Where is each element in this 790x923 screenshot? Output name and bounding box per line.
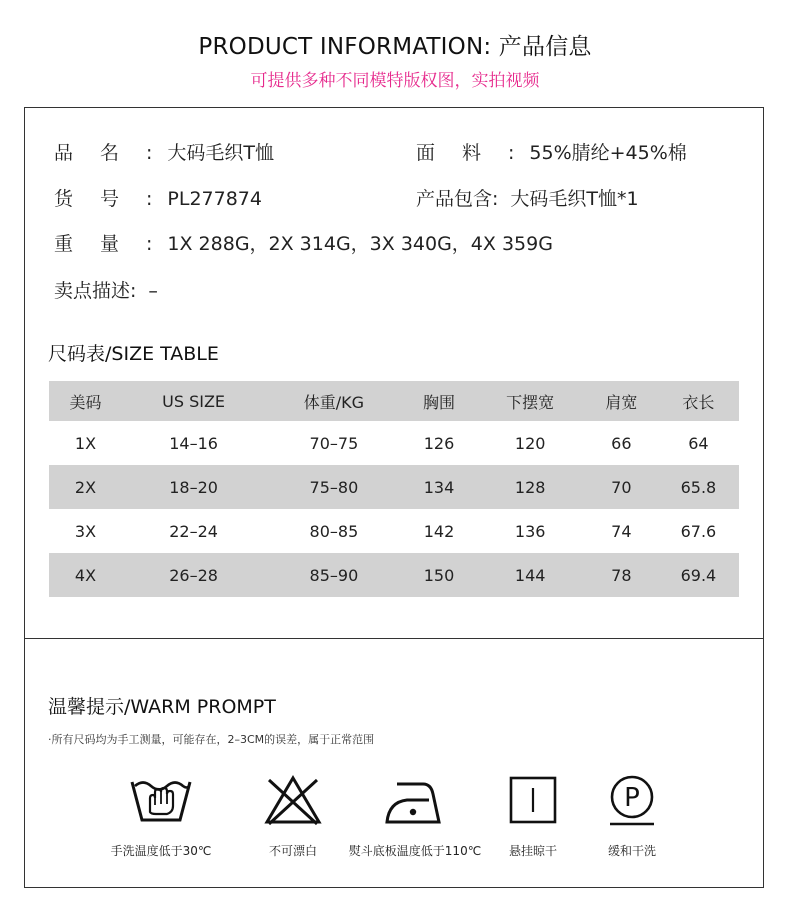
care-item-hand-wash	[86, 772, 236, 859]
table-cell: 69.4	[680, 565, 717, 585]
table-cell: 3X	[74, 521, 97, 541]
info-name-label: 品名:	[54, 142, 180, 164]
table-cell: 150	[423, 565, 455, 585]
info-selling-row	[54, 276, 158, 303]
table-cell: 67.6	[680, 521, 717, 541]
info-fabric-label: 面料:	[416, 142, 542, 164]
care-label: 手洗温度低于30℃	[110, 844, 212, 858]
size-table-header-row	[49, 381, 739, 421]
info-selling-value: –	[148, 280, 158, 302]
table-cell: 26–28	[169, 565, 218, 585]
table-cell: 144	[514, 565, 546, 585]
page-subtitle: 可提供多种不同模特版权图，实拍视频	[250, 71, 540, 91]
size-table-header: US SIZE	[162, 391, 226, 411]
table-row	[49, 509, 739, 553]
table-cell: 65.8	[680, 477, 717, 497]
info-weight-label: 重量:	[54, 233, 180, 255]
info-fabric-value: 55%腈纶+45%棉	[529, 142, 687, 164]
info-fabric-row	[416, 138, 687, 165]
size-table	[49, 381, 739, 597]
dry-clean-glyph: P	[624, 783, 640, 813]
care-label: 悬挂晾干	[508, 844, 557, 858]
section-divider	[24, 638, 764, 639]
table-cell: 2X	[74, 477, 97, 497]
size-table-header: 胸围	[423, 392, 456, 412]
info-package-row	[416, 184, 639, 211]
measurement-note: ·所有尺码均为手工测量，可能存在，2–3CM的误差，属于正常范围	[48, 733, 375, 746]
size-table-header: 肩宽	[605, 392, 638, 412]
table-cell: 70	[611, 477, 632, 497]
table-cell: 142	[423, 521, 455, 541]
table-cell: 80–85	[309, 521, 359, 541]
care-item-dry-clean	[557, 772, 707, 859]
table-row	[49, 553, 739, 597]
info-weight-row	[54, 229, 553, 256]
no-bleach-icon	[261, 772, 325, 828]
table-cell: 126	[423, 433, 455, 453]
table-cell: 136	[514, 521, 546, 541]
info-sku-label: 货号:	[54, 188, 180, 210]
table-cell: 120	[514, 433, 546, 453]
hang-dry-icon	[501, 772, 565, 828]
table-cell: 66	[611, 433, 632, 453]
size-table-title: 尺码表/SIZE TABLE	[48, 343, 219, 365]
size-table-header: 美码	[69, 392, 102, 412]
page-title: PRODUCT INFORMATION: 产品信息	[198, 34, 592, 60]
info-package-value: 大码毛织T恤*1	[510, 188, 639, 210]
hand-wash-icon	[129, 772, 193, 828]
size-table-header: 下摆宽	[506, 392, 555, 412]
info-selling-label: 卖点描述:	[54, 280, 137, 302]
care-label: 不可漂白	[268, 844, 317, 858]
table-row	[49, 465, 739, 509]
size-table-header: 体重/KG	[303, 392, 365, 412]
info-sku-value: PL277874	[167, 188, 262, 210]
iron-icon	[383, 772, 447, 828]
care-label: 熨斗底板温度低于110℃	[348, 844, 482, 858]
table-cell: 78	[611, 565, 632, 585]
table-cell: 14–16	[169, 433, 218, 453]
table-cell: 85–90	[309, 565, 359, 585]
table-cell: 70–75	[309, 433, 359, 453]
care-label: 缓和干洗	[607, 844, 656, 858]
dry-clean-p-icon	[600, 772, 664, 828]
table-cell: 64	[688, 433, 709, 453]
table-cell: 128	[514, 477, 546, 497]
table-cell: 4X	[74, 565, 97, 585]
table-cell: 18–20	[169, 477, 218, 497]
info-package-label: 产品包含:	[416, 188, 499, 210]
table-cell: 22–24	[169, 521, 218, 541]
info-name-row	[54, 138, 274, 165]
table-cell: 74	[611, 521, 632, 541]
size-table-header: 衣长	[682, 392, 715, 412]
info-weight-value: 1X 288G，2X 314G，3X 340G，4X 359G	[167, 233, 553, 255]
table-row	[49, 421, 739, 465]
info-sku-row	[54, 184, 262, 211]
info-name-value: 大码毛织T恤	[167, 142, 275, 164]
table-cell: 1X	[74, 433, 97, 453]
table-cell: 134	[423, 477, 455, 497]
warm-prompt-title: 温馨提示/WARM PROMPT	[48, 696, 276, 718]
table-cell: 75–80	[309, 477, 359, 497]
